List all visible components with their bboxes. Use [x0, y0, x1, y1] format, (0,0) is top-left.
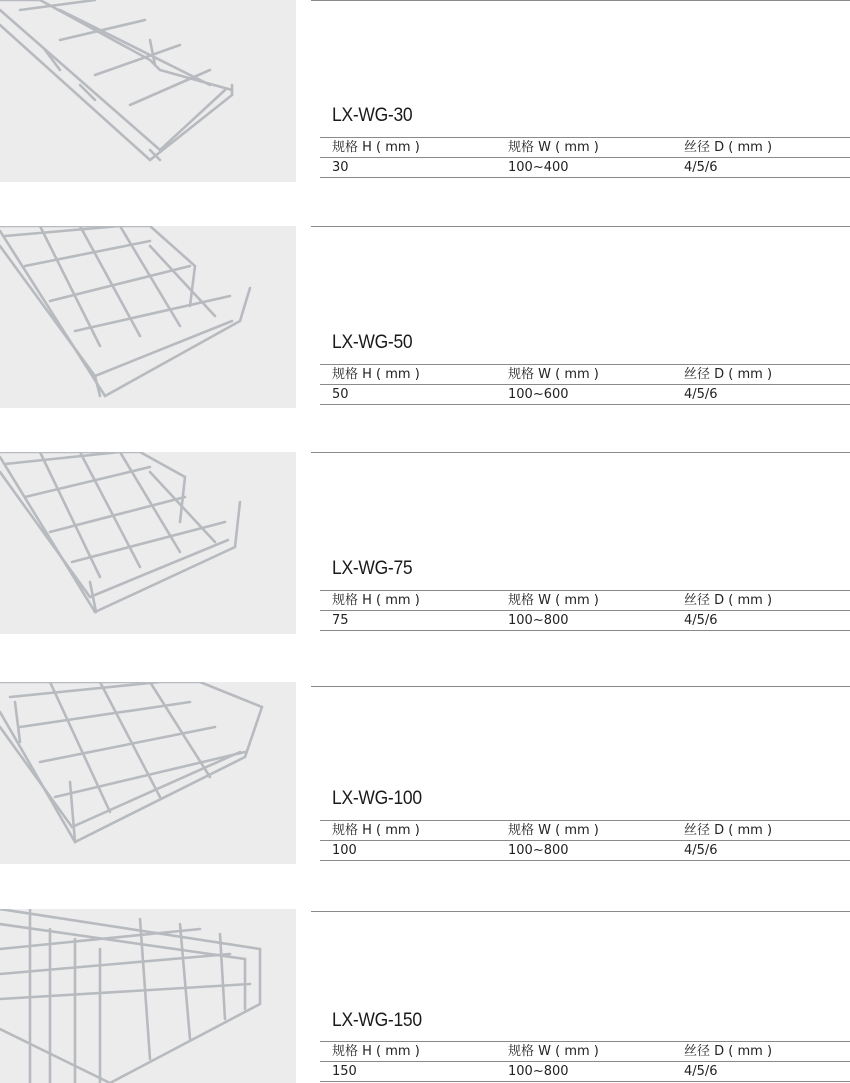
section-divider — [311, 0, 850, 1]
header-height: 规格 H ( mm ) — [320, 591, 496, 611]
spec-table — [320, 364, 850, 405]
header-wire-diameter: 丝径 D ( mm ) — [672, 1042, 850, 1062]
cell-width: 100~600 — [496, 385, 672, 405]
cell-width: 100~400 — [496, 158, 672, 178]
header-wire-diameter: 丝径 D ( mm ) — [672, 591, 850, 611]
wire-tray-image — [0, 452, 296, 634]
cell-width: 100~800 — [496, 841, 672, 861]
spec-table — [320, 590, 850, 631]
section-divider — [311, 686, 850, 687]
header-width: 规格 W ( mm ) — [496, 365, 672, 385]
wire-mesh-cable-tray-icon — [0, 682, 296, 864]
cell-height: 75 — [320, 611, 496, 631]
section-divider — [311, 452, 850, 453]
product-block — [0, 0, 850, 182]
cell-height: 30 — [320, 158, 496, 178]
product-block — [0, 682, 850, 864]
cell-wire-diameter: 4/5/6 — [672, 611, 850, 631]
wire-mesh-cable-tray-icon — [0, 226, 296, 408]
cell-wire-diameter: 4/5/6 — [672, 385, 850, 405]
model-number: LX-WG-30 — [332, 105, 413, 126]
wire-mesh-cable-tray-icon — [0, 909, 296, 1083]
cell-wire-diameter: 4/5/6 — [672, 1062, 850, 1082]
table-row — [320, 841, 850, 861]
spec-table — [320, 820, 850, 861]
header-width: 规格 W ( mm ) — [496, 138, 672, 158]
section-divider — [311, 226, 850, 227]
cell-height: 100 — [320, 841, 496, 861]
table-header-row — [320, 821, 850, 841]
wire-mesh-cable-tray-icon — [0, 452, 296, 634]
header-wire-diameter: 丝径 D ( mm ) — [672, 821, 850, 841]
wire-tray-image — [0, 682, 296, 864]
header-height: 规格 H ( mm ) — [320, 138, 496, 158]
model-number: LX-WG-150 — [332, 1010, 422, 1031]
header-height: 规格 H ( mm ) — [320, 1042, 496, 1062]
cell-width: 100~800 — [496, 611, 672, 631]
product-block — [0, 909, 850, 1083]
cell-height: 150 — [320, 1062, 496, 1082]
table-row — [320, 611, 850, 631]
table-row — [320, 1062, 850, 1082]
model-number: LX-WG-75 — [332, 558, 413, 579]
wire-mesh-cable-tray-icon — [0, 0, 296, 182]
table-header-row — [320, 591, 850, 611]
table-header-row — [320, 365, 850, 385]
header-width: 规格 W ( mm ) — [496, 1042, 672, 1062]
header-width: 规格 W ( mm ) — [496, 821, 672, 841]
header-height: 规格 H ( mm ) — [320, 821, 496, 841]
cell-wire-diameter: 4/5/6 — [672, 841, 850, 861]
header-height: 规格 H ( mm ) — [320, 365, 496, 385]
table-row — [320, 158, 850, 178]
header-wire-diameter: 丝径 D ( mm ) — [672, 138, 850, 158]
model-number: LX-WG-100 — [332, 788, 422, 809]
table-header-row — [320, 1042, 850, 1062]
wire-tray-image — [0, 0, 296, 182]
spec-table — [320, 1041, 850, 1082]
wire-tray-image — [0, 909, 296, 1083]
cell-width: 100~800 — [496, 1062, 672, 1082]
cell-height: 50 — [320, 385, 496, 405]
table-row — [320, 385, 850, 405]
header-width: 规格 W ( mm ) — [496, 591, 672, 611]
product-block — [0, 226, 850, 408]
wire-tray-image — [0, 226, 296, 408]
table-header-row — [320, 138, 850, 158]
header-wire-diameter: 丝径 D ( mm ) — [672, 365, 850, 385]
spec-table — [320, 137, 850, 178]
section-divider — [311, 911, 850, 912]
product-block — [0, 452, 850, 634]
cell-wire-diameter: 4/5/6 — [672, 158, 850, 178]
model-number: LX-WG-50 — [332, 332, 413, 353]
